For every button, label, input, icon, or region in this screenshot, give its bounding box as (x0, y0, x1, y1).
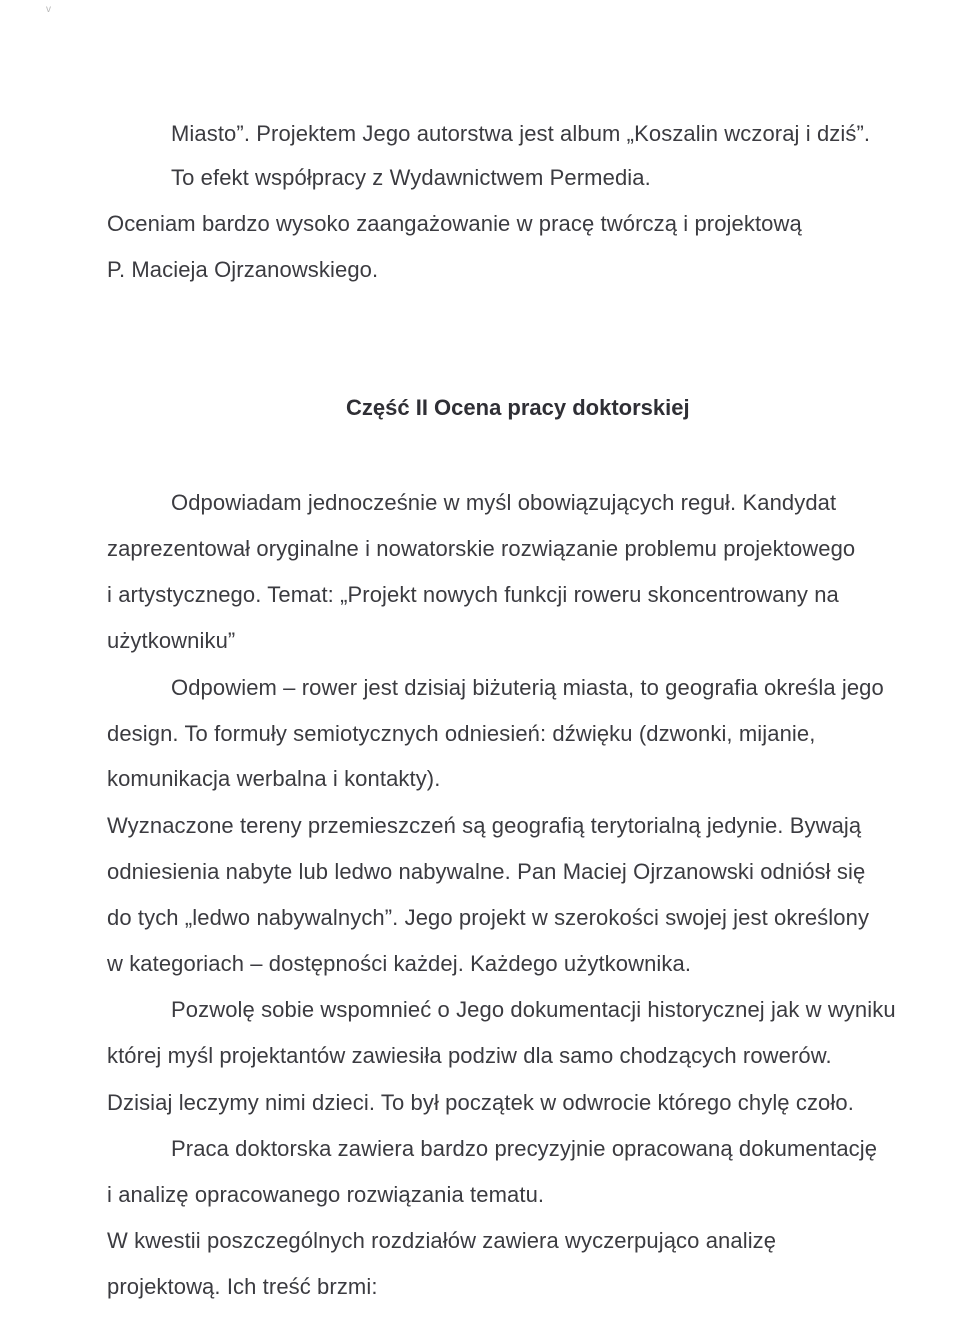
text-line: odniesienia nabyte lub ledwo nabywalne. Pan Maciej Ojrzanowski odniósł się (107, 859, 866, 884)
text-line: Odpowiem – rower jest dzisiaj biżuterią miasta, to geografia określa jego (171, 675, 884, 700)
text-line: projektową. Ich treść brzmi: (107, 1274, 378, 1299)
text-line: W kwestii poszczególnych rozdziałów zawiera wyczerpująco analizę (107, 1228, 777, 1253)
scan-corner-mark: v (46, 4, 51, 15)
text-line: i analizę opracowanego rozwiązania tematu. (107, 1182, 545, 1207)
text-line: Miasto”. Projektem Jego autorstwa jest album „Koszalin wczoraj i dziś”. (171, 121, 871, 146)
text-line: komunikacja werbalna i kontakty). (107, 766, 441, 791)
text-line: P. Macieja Ojrzanowskiego. (107, 257, 379, 282)
text-line: To efekt współpracy z Wydawnictwem Permedia. (171, 165, 651, 190)
text-line: w kategoriach – dostępności każdej. Każdego użytkownika. (107, 951, 692, 976)
text-line: Odpowiadam jednocześnie w myśl obowiązujących reguł. Kandydat (171, 490, 837, 515)
text-line: użytkowniku” (107, 628, 236, 653)
text-line: design. To formuły semiotycznych odniesień: dźwięku (dzwonki, mijanie, (107, 721, 816, 746)
section-heading: Część II Ocena pracy doktorskiej (346, 395, 690, 420)
text-line: Dzisiaj leczymy nimi dzieci. To był początek w odwrocie którego chylę czoło. (107, 1090, 854, 1115)
text-line: Pozwolę sobie wspomnieć o Jego dokumentacji historycznej jak w wyniku (171, 997, 896, 1022)
text-line: i artystycznego. Temat: „Projekt nowych funkcji roweru skoncentrowany na (107, 582, 839, 607)
text-line: do tych „ledwo nabywalnych”. Jego projekt w szerokości swojej jest określony (107, 905, 870, 930)
text-line: Oceniam bardzo wysoko zaangażowanie w pracę twórczą i projektową (107, 211, 802, 236)
text-line: Wyznaczone tereny przemieszczeń są geografią terytorialną jedynie. Bywają (107, 813, 862, 838)
text-line: której myśl projektantów zawiesiła podziw dla samo chodzących rowerów. (107, 1043, 832, 1068)
text-line: Praca doktorska zawiera bardzo precyzyjnie opracowaną dokumentację (171, 1136, 878, 1161)
text-line: zaprezentował oryginalne i nowatorskie rozwiązanie problemu projektowego (107, 536, 856, 561)
